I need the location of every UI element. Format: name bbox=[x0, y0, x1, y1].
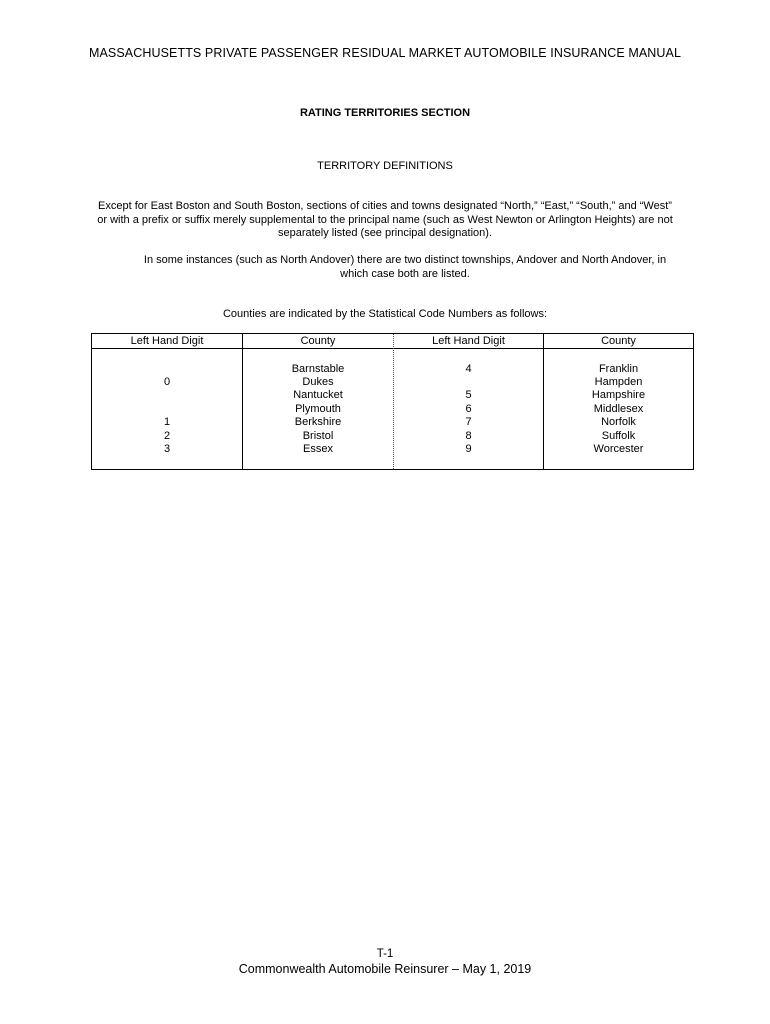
digit-cell: 7 bbox=[465, 416, 472, 428]
footer-organization: Commonwealth Automobile Reinsurer – May 1, 2019 bbox=[238, 962, 532, 976]
column-left-county bbox=[243, 334, 394, 469]
county-cell: Dukes bbox=[302, 376, 334, 388]
digit-cell: 9 bbox=[465, 443, 472, 455]
paragraph-exceptions: Except for East Boston and South Boston, sections of cities and towns designated “North,” “East,” “South,” and “West” or with a prefix or suffix merely supplemental to the principal name (such as West Newton or Arlington Heights) are not separately listed (see principal designation). bbox=[97, 200, 673, 239]
county-cell: Hampshire bbox=[591, 389, 646, 401]
column-header: Left Hand Digit bbox=[394, 334, 543, 349]
digit-cell: 1 bbox=[163, 416, 171, 428]
county-cell: Berkshire bbox=[294, 416, 342, 428]
paragraph-instances: In some instances (such as North Andover) there are two distinct townships, Andover and North Andover, in which case both are listed. bbox=[143, 254, 667, 280]
column-header: County bbox=[243, 334, 393, 349]
column-left-digit bbox=[92, 334, 243, 469]
county-cell: Plymouth bbox=[295, 403, 341, 415]
county-cell: Essex bbox=[303, 443, 333, 455]
digit-cell: 6 bbox=[465, 403, 472, 415]
county-cell: Hampden bbox=[594, 376, 643, 388]
digit-cell: 4 bbox=[465, 363, 472, 375]
digit-cell: 5 bbox=[465, 389, 472, 401]
digit-cell: 8 bbox=[465, 430, 472, 442]
column-right-digit bbox=[394, 334, 544, 469]
page-number: T-1 bbox=[376, 948, 394, 960]
county-cell: Worcester bbox=[593, 443, 644, 455]
county-cell: Bristol bbox=[302, 430, 334, 442]
column-header: County bbox=[544, 334, 693, 349]
subtitle: TERRITORY DEFINITIONS bbox=[317, 160, 453, 172]
column-right-county bbox=[544, 334, 693, 469]
county-cell: Norfolk bbox=[601, 416, 636, 428]
county-cell: Franklin bbox=[598, 363, 639, 375]
section-title: RATING TERRITORIES SECTION bbox=[299, 107, 471, 119]
county-cell: Suffolk bbox=[601, 430, 636, 442]
column-header: Left Hand Digit bbox=[92, 334, 242, 349]
county-cell: Middlesex bbox=[593, 403, 644, 415]
county-cell: Barnstable bbox=[291, 363, 345, 375]
digit-cell: 3 bbox=[163, 443, 171, 455]
digit-cell: 2 bbox=[163, 430, 171, 442]
county-cell: Nantucket bbox=[293, 389, 343, 401]
counties-intro: Counties are indicated by the Statistical Code Numbers as follows: bbox=[222, 308, 548, 320]
manual-header: MASSACHUSETTS PRIVATE PASSENGER RESIDUAL MARKET AUTOMOBILE INSURANCE MANUAL bbox=[88, 46, 682, 60]
county-code-table bbox=[91, 333, 694, 470]
digit-cell: 0 bbox=[163, 376, 171, 388]
